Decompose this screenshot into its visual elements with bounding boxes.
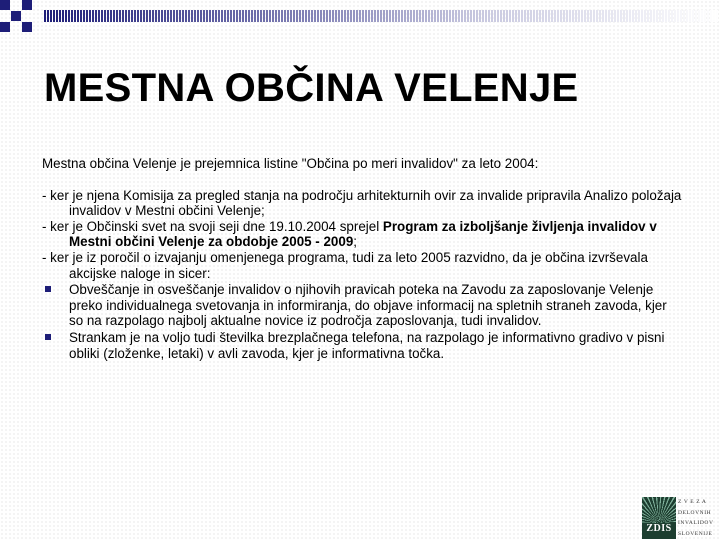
reason-item [42,219,682,250]
intro-text: Mestna občina Velenje je prejemnica listine "Občina po meri invalidov" za leto 2004: [42,156,539,171]
logo-line: Z V E Z A [678,499,707,505]
reason-item: - ker je iz poročil o izvajanju omenjenega programa, tudi za leto 2005 razvidno, da je občina izvrševala akcijske naloge in sicer: [42,249,648,281]
logo-line: DELOVNIH [678,509,712,516]
square-bullet-icon [45,334,51,340]
reason-prefix: - ker je Občinski svet na svoji seji dne 19.10.2004 sprejel [42,218,383,234]
corner-square [0,22,10,32]
square-bullet-icon [45,286,51,292]
bullet-text: Obveščanje in osveščanje invalidov o njihovih pravicah poteka na Zavodu za zaposlovanje Velenje preko individualnega svetovanja in informiranja, do objave informacij na spletnih straneh zavoda, kjer so na razpolago najbolj aktualne novice iz področja zaposlovanja, tudi invalidov. [69,282,667,329]
logo-rays [642,497,676,523]
logo-line: INVALIDOV [678,520,714,526]
header-stripe [44,10,720,22]
program-title: Program za izboljšanje življenja invalidov v Mestni občini Velenje za obdobje 2005 - 2009 [69,218,657,250]
corner-square [22,0,32,10]
reason-suffix: ; [353,234,358,250]
logo-word: ZDIS [646,523,672,534]
logo-text [678,497,718,539]
bullet-item [42,330,682,361]
corner-square [0,0,10,10]
reason-item: - ker je njena Komisija za pregled stanja na področju arhitekturnih ovir za invalide pripravila Analizo položaja invalidov v Mestni občini Velenje; [42,187,682,219]
slide-title: MESTNA OBČINA VELENJE [44,66,579,110]
slide-body [42,156,682,361]
corner-square [11,11,21,21]
logo-emblem-icon [642,497,676,539]
logo-line: SLOVENIJE [678,530,713,537]
corner-square [22,22,32,32]
zdis-logo [642,497,718,539]
bullet-item [42,282,682,329]
bullet-text: Strankam je na voljo tudi številka brezplačnega telefona, na razpolago je informativno gradivo v pisni obliki (zloženke, letaki) v avli zavoda, kjer je informativna točka. [69,329,665,361]
